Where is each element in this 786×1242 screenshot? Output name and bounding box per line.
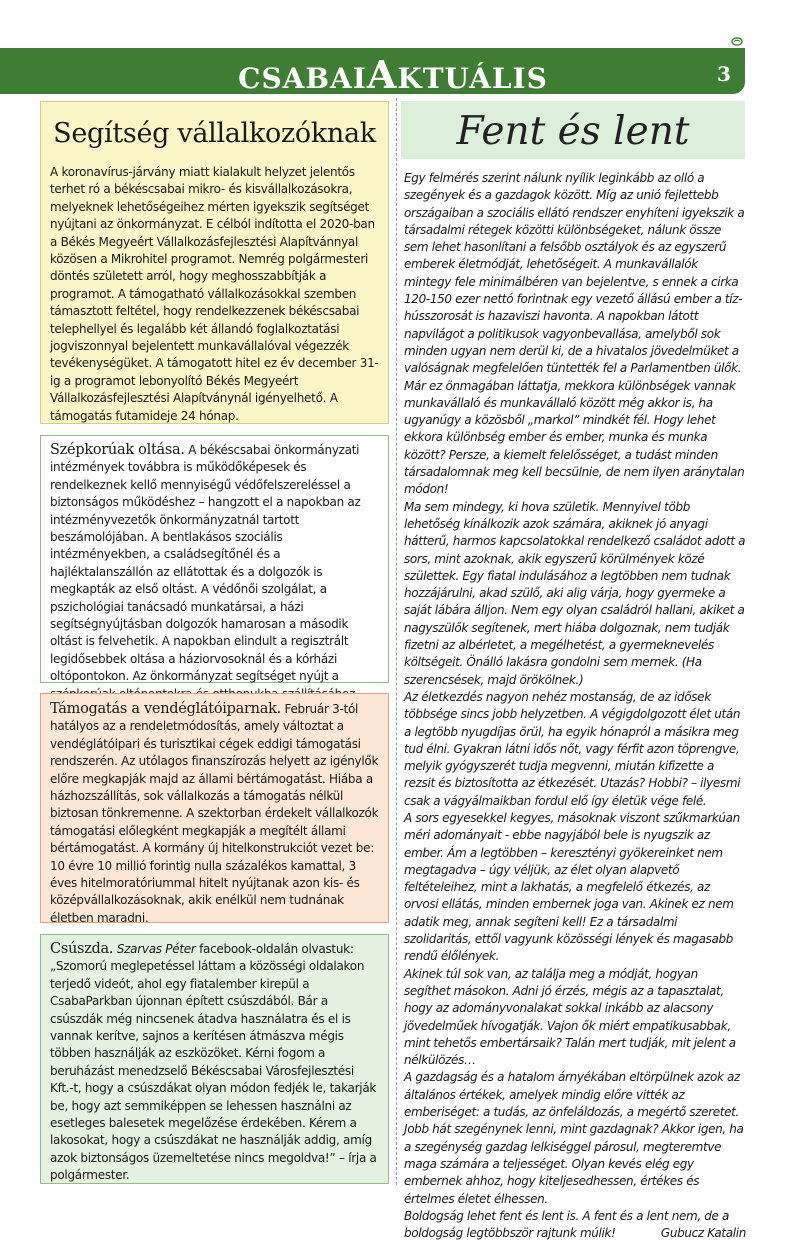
masthead-capital: A	[366, 52, 398, 97]
column-paragraph: Az életkezdés nagyon nehéz mostanság, de az idősek többsége sincs jobb helyzetben. A végigdolgozott élet után a legtöbb nyugdíjas örül, ha egyik hónapról a másikra meg tud élni. Gyakran látni idős nőt, vagy férfit azon töprengve, melyik gyógyszerét tudja megvenni, miután kifizette a rezsit és biztosította az étkezését. Utazás? Hobbi? – ilyesmi csak a vágyálmaikban fordul elő így életük vége felé.	[404, 689, 741, 808]
column-paragraph: Akinek túl sok van, az találja meg a módját, hogyan segíthet másokon. Adni jó érzés, mégis az a tapasztalat, hogy az adományvonalakat sokkal inkább az alacsony jövedelműek hívogatják. Vajon ők miért empatikusabbak, mint tehetős embertársaik? Talán mert tudják, mit jelent a nélkülözés…	[404, 966, 736, 1068]
article-title: Segítség vállalkozóknak	[53, 118, 376, 149]
column-body	[404, 170, 746, 1242]
article-lead: Támogatás a vendéglátóiparnak.	[50, 701, 281, 717]
column-paragraph: Egy felmérés szerint nálunk nyílik leginkább az olló a szegények és a gazdagok között. Míg az unió fejlettebb országaiban a szociális ellátó rendszer enyhíteni igyekszik a társadalmi rétegek közötti különbségeket, nálunk össze sem lehet hasonlítani a felsőbb osztályok és az egyszerű emberek életmódját, lehetőségeit. A munkavállalók mintegy fele minimálbéren van bejelentve, s ennek a cirka 120-150 ezer nettó forintnak egy vezető állású ember a tíz-hússzorosát is hazaviszi havonta. A napokban látott napvilágot a politikusok vagyonbevallása, amelyből sok minden ugyan nem derül ki, de a hivatalos jövedelmüket a valóságnak megfelelően tüntették fel a Parlamentben ülők. Már ez önmagában láttatja, mekkora különbségek vannak munkavállaló és munkavállaló között még akkor is, ha ugyanúgy a közösből „markol” mindkét fél. Hogy lehet ekkora különbség ember és ember, munka és munka között? Persze, a kiemelt felelősséget, a tudást minden társadalomnak meg kell becsülnie, de nem ilyen aránytalan módon!	[404, 171, 745, 497]
article-business-support	[40, 101, 389, 424]
page-number: 3	[717, 62, 731, 86]
masthead-part2: KTUÁLIS	[397, 62, 548, 95]
article-body: A koronavírus-járvány miatt kialakult helyzet jelentős terhet ró a békéscsabai mikro- és kisvállalkozásokra, melyeknek lehetőségeihez mérten igyekszik segítséget nyújtani az önkormányzat. E célból indította el 2020-ban a Békés Megyeért Vállalkozásfejlesztési Alapítvánnyal közösen a Mikrohitel programot. Nemrég polgármesteri döntés született arról, hogy meghosszabbítják a programot. A támogatható vállalkozásokkal szemben támasztott feltétel, hogy rendelkezzenek békéscsabai telephellyel és legalább két állandó foglalkoztatási jogviszonnyal bejelentett munkavállalóval végezzék tevékenységüket. A támogatott hitel ez év december 31-ig a programot lebonyolító Békés Megyeért Vállalkozásfejlesztési Alapítványnál igényelhető. A támogatás futamideje 24 hónap.	[50, 165, 379, 423]
column-divider	[396, 98, 397, 1185]
article-slide	[40, 934, 389, 1184]
article-body: A békéscsabai önkormányzati intézmények továbbra is működőképesek és rendelkeznek kellő mennyiségű védőfelszereléssel a biztonságos működéshez – hangzott el a napokban az intézményvezetők önkormányzatnál tartott beszámolójában. A bentlakásos szociális intézményekben, a családsegítőnél és a hajléktalanszállón az ellátottak és a dolgozók is megkapták az első oltást. A védőnői szolgálat, a pszichológiai tanácsadó munkatársai, a házi segítségnyújtásban dolgozók hamarosan a második oltást is felvehetik. A napokban elindult a regisztrált legidősebbek oltása a háziorvosoknál és a kórházi oltópontokon. Az önkormányzat segítséget nyújt a	[50, 443, 361, 684]
column-author: Gubucz Katalin	[660, 1226, 746, 1241]
column-last-paragraph	[404, 1208, 746, 1242]
column-paragraph: A sors egyesekkel kegyes, másoknak viszont szűkmarkúan méri adományait - ebbe nagyjából bele is nyugszik az ember. Ám a legtöbben – keresztényi gyökereinket nem megtagadva – úgy véljük, az élet olyan alapvető feltételeihez, mint a lakhatás, a megfelelő étkezés, az orvosi ellátás, minden embernek joga van. Akinek ez nem adatik meg, annak segíteni kell! Ez a társadalmi szolidaritás, ettől vagyunk közösségi lények és magasabb rendű élőlények.	[404, 810, 740, 964]
column-paragraph: Boldogság lehet fent és lent is. A fent és a lent nem, de a boldogság legtöbbször rajtunk múlik!	[404, 1208, 730, 1241]
masthead	[0, 52, 786, 97]
masthead-part1: CSABAI	[238, 62, 367, 95]
article-person-name: Szarvas Péter	[116, 942, 196, 956]
article-elderly-vaccination	[40, 435, 389, 683]
article-body: Február 3-tól hatályos az a rendeletmódosítás, amely változtat a vendéglátóipari és turisztikai cégek eddigi támogatási rendszerén. Az utólagos finanszírozás helyett az igénylők előre megkapják majd az állami bértámogatást. Hiába a házhozszállítás, sok vállalkozás a támogatás nélkül biztosan tönkremenne. A szektorban érdekelt vállalkozók támogatási előlegként megkapják a megítélt állami bértámogatást. A kormány új hitelkonstrukciót vezet be: 10 évre 10 millió forintig nulla százalékos kamattal, 3 éves hitelmoratóriummal hitelt nyújtanak azon kis- és középvállalkozásoknak, akik enélkül nem tudnának életben maradni.	[50, 702, 379, 925]
article-lead: Csúszda.	[50, 941, 114, 957]
column-paragraph: Ma sem mindegy, ki hova születik. Mennyivel több lehetőség kínálkozik azok számára, akiknek jó anyagi hátterű, harmos kapcsolatokkal rendelkező családot adott a sors, mint azoknak, akik egyszerű körülmények közé születtek. Egy fiatal indulásához a legtöbben nem tudnak hozzájárulni, akad szülő, aki alig várja, hogy gyermeke a saját lábára álljon. Nem egy olyan családról hallani, akiket a nagyszülők segítenek, mert hiába dolgoznak, nem tudják fizetni az albérletet, a megélhetést, a gyermeknevelés költségeit. Önálló lakásra gondolni sem mernek. (Ha szerencsések, majd örökölnek.)	[404, 499, 746, 687]
column-paragraph: A gazdagság és a hatalom árnyékában eltörpülnek azok az általános értékek, amelyek mindig előre vitték az emberiséget: a tudás, az önfeláldozás, a megértő szeretet. Jobb hát szegénynek lenni, mint gazdagnak? Akkor igen, ha a szegénység gazdag lelkiséggel párosul, megteremtve maga számára a teljességet. Olyan kevés elég egy embernek ahhoz, hogy kiteljesedhessen, értékes és értelmes életet élhessen.	[404, 1070, 744, 1206]
article-hospitality-support	[40, 693, 389, 923]
swirl-logo-icon	[731, 37, 743, 46]
article-lead: Szépkorúak oltása.	[50, 442, 185, 458]
article-body: facebook-oldalán olvastuk: „Szomorú meglepetéssel láttam a közösségi oldalakon terjedő videót, ahol egy fiatalember kirepül a CsabaParkban újonnan épített csúszdából. Bár a csúszdák még nincsenek átadva használatra és el is vannak kerítve, sajnos a kerítésen átmászva mégis többen használják az eszközöket. Kérni fogom a beruházást menedzselő Békéscsabai Városfejlesztési Kft.-t, hogy a csúszdákat olyan módon fedjék le, takarják be, hogy azt semmiképpen se lehessen használni az esetleges balesetek megelőzése érdekében. Kérem a lakosokat, hogy a csúszdákat ne használják addig, amíg azok biztonságos üzemeltetése nincs megoldva!” – írja a polgármester.	[50, 942, 377, 1183]
column-title: Fent és lent	[456, 109, 690, 154]
